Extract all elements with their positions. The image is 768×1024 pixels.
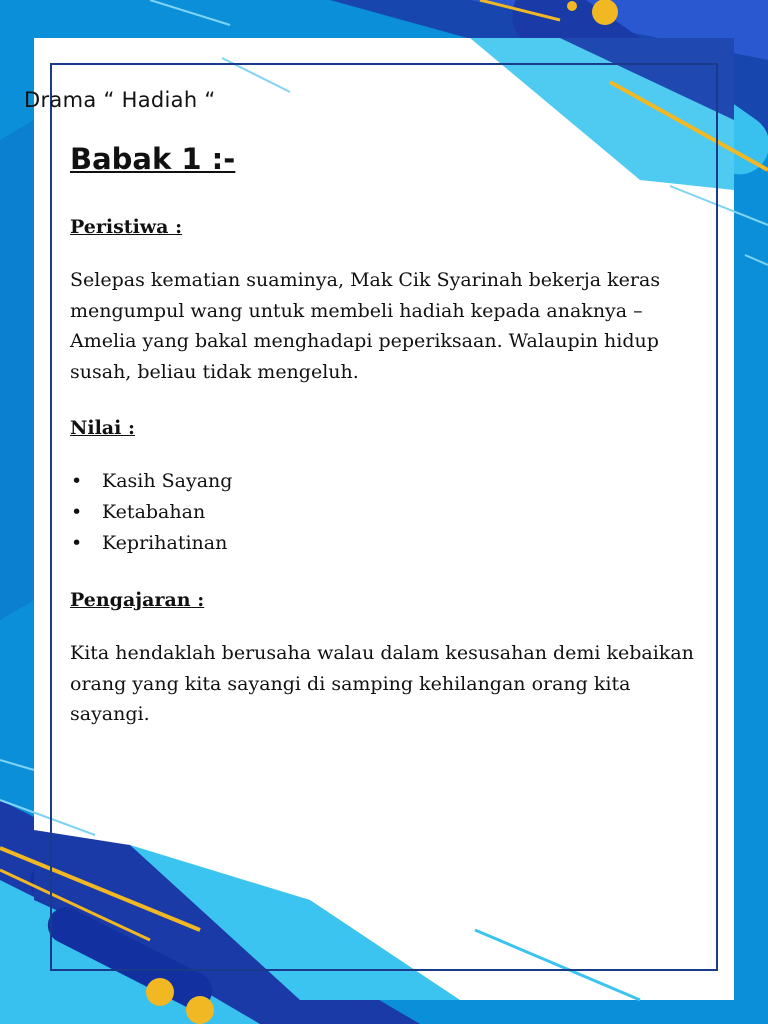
document-content: [70, 142, 710, 760]
section-heading-babak: Babak 1 :-: [70, 142, 236, 176]
list-item: [70, 497, 710, 528]
list-item-text: Kasih Sayang: [102, 470, 233, 492]
nilai-heading: Nilai :: [70, 417, 135, 439]
list-item-text: Keprihatinan: [102, 532, 228, 554]
peristiwa-paragraph: Selepas kematian suaminya, Mak Cik Syarinah bekerja keras mengumpul wang untuk membeli hadiah kepada anaknya – Amelia yang bakal menghadapi peperiksaan. Walaupin hidup susah, beliau tidak mengeluh.: [70, 269, 661, 383]
bullet-icon: •: [71, 532, 83, 554]
bullet-icon: •: [71, 470, 83, 492]
list-item-text: Ketabahan: [102, 501, 206, 523]
peristiwa-heading: Peristiwa :: [70, 216, 183, 238]
pengajaran-paragraph: Kita hendaklah berusaha walau dalam kesusahan demi kebaikan orang yang kita sayangi di samping kehilangan orang kita sayangi.: [70, 642, 694, 725]
list-item: [70, 528, 710, 559]
bullet-icon: •: [71, 501, 83, 523]
nilai-list: [70, 466, 710, 559]
list-item: [70, 466, 710, 497]
document-title: Drama “ Hadiah “: [24, 88, 216, 112]
pengajaran-heading: Pengajaran :: [70, 589, 205, 611]
